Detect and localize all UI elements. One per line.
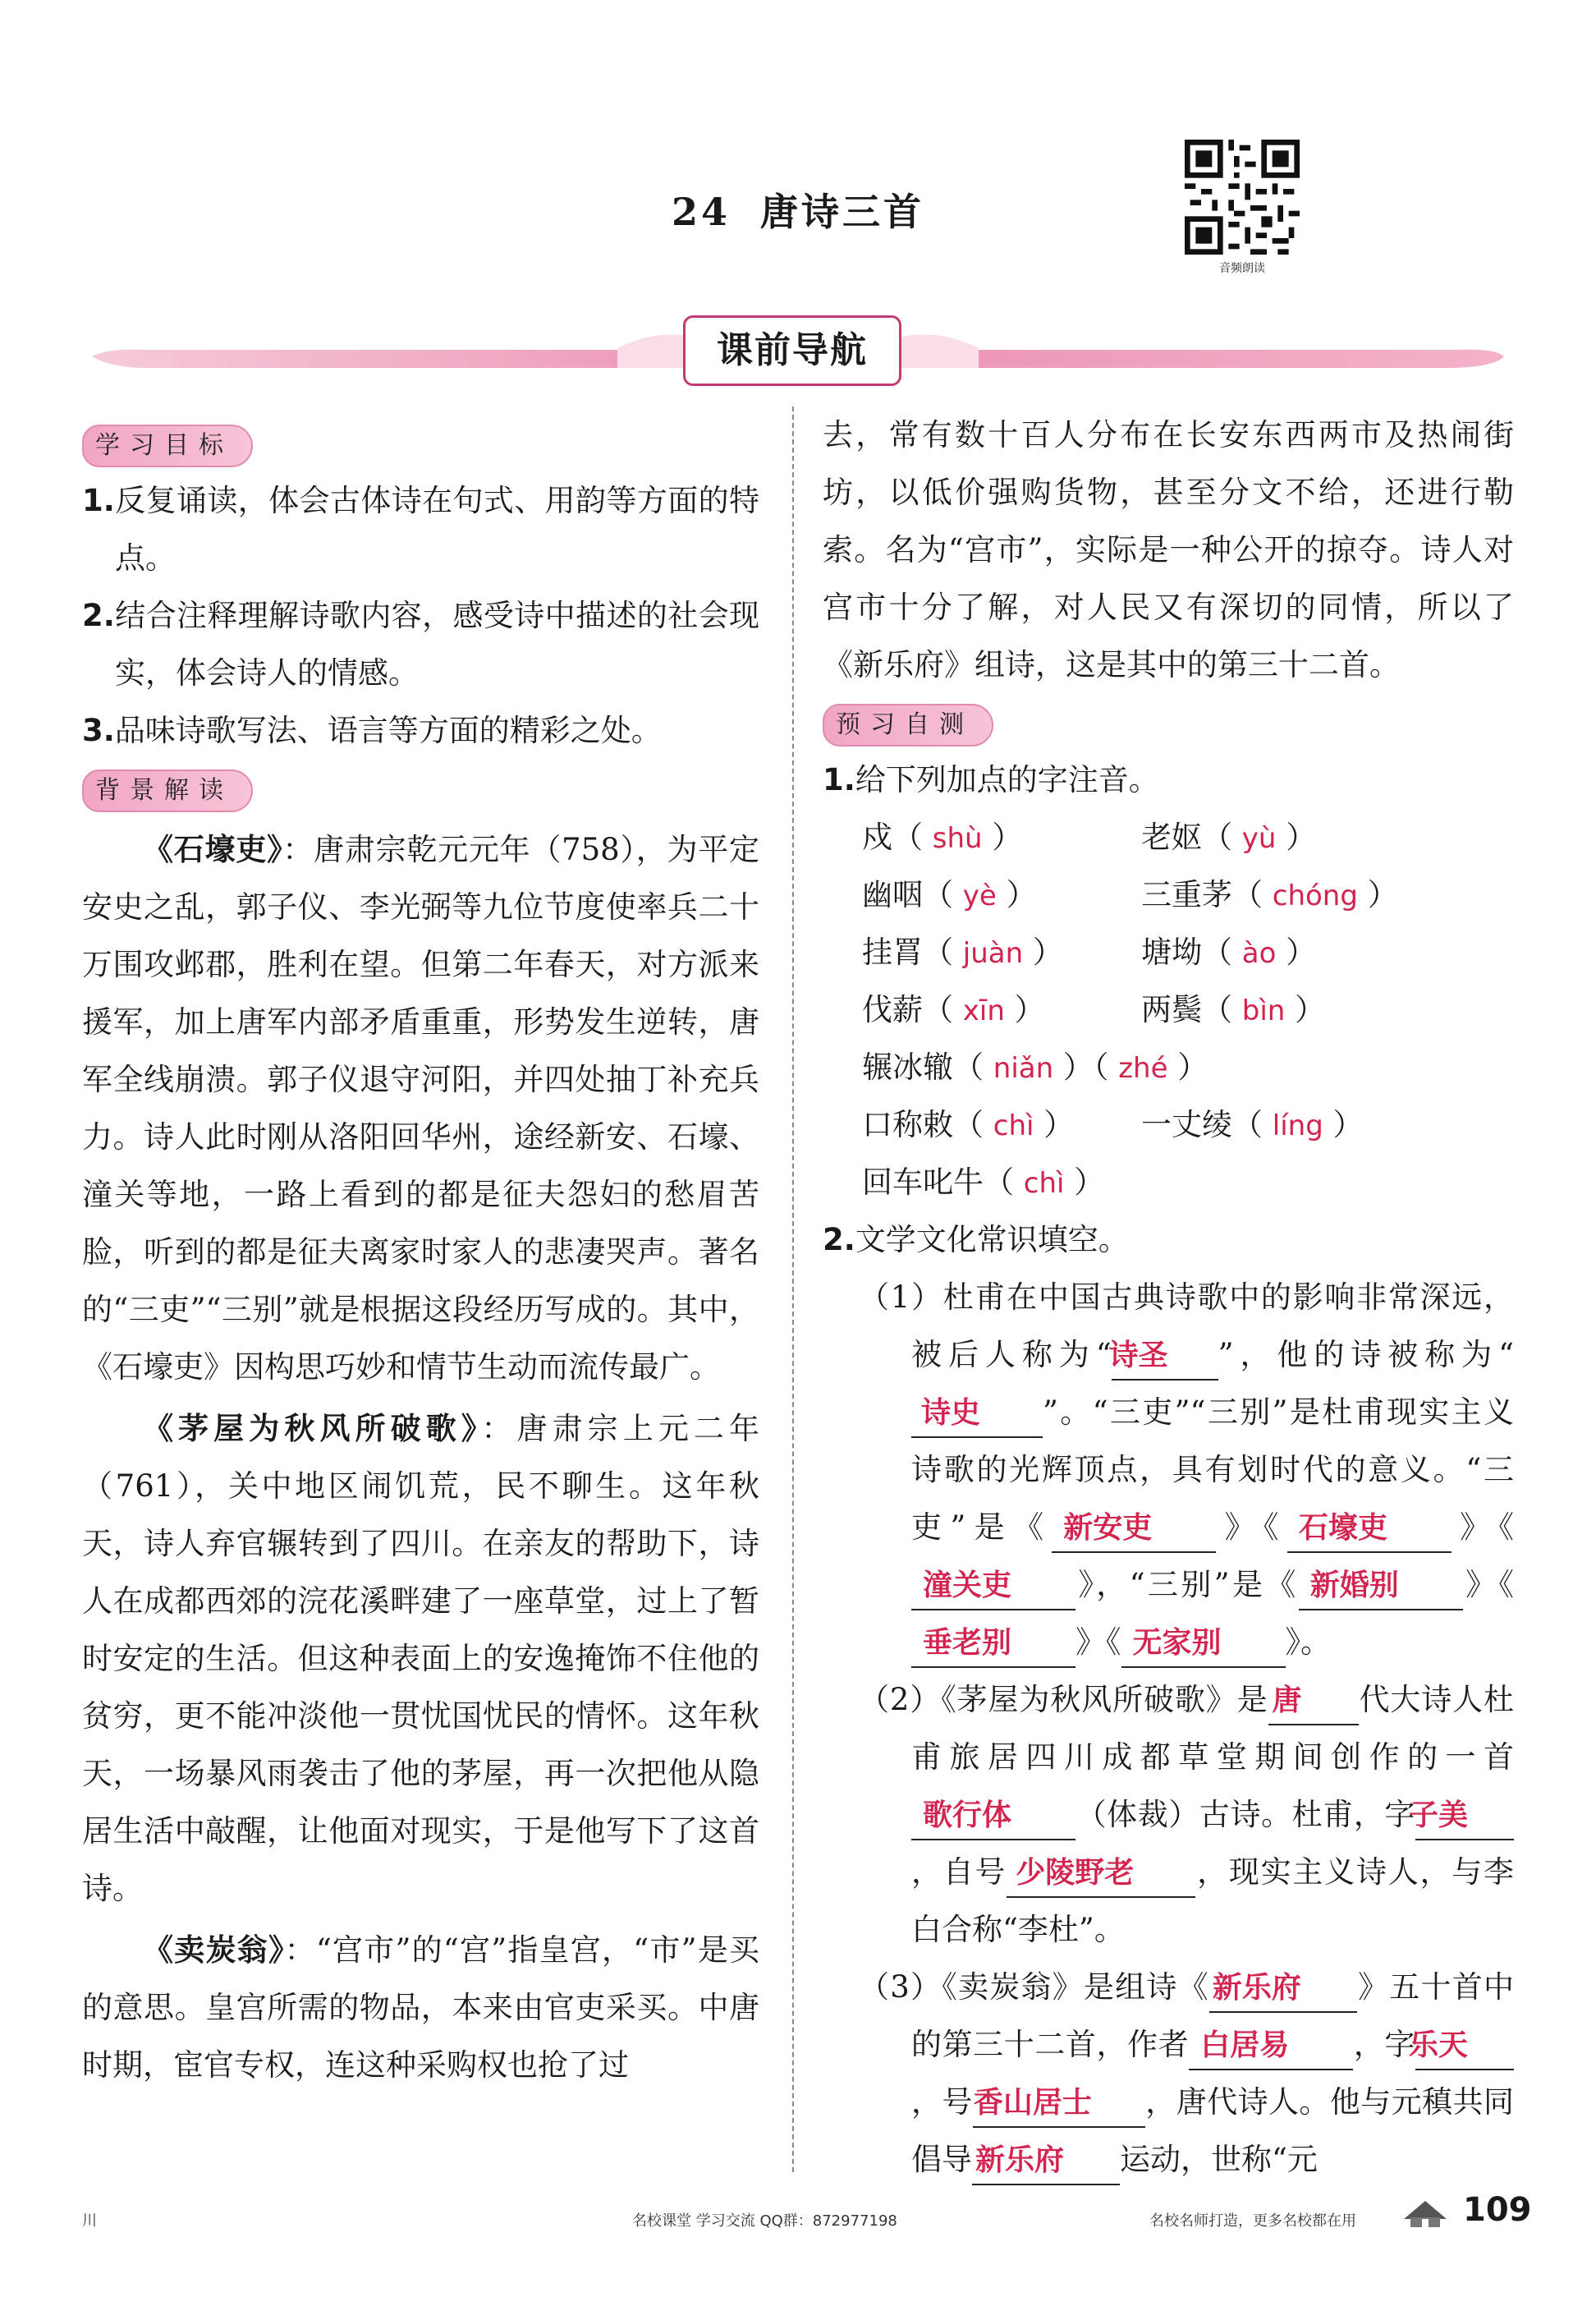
answer-blank[interactable]: 子美 [1415, 1793, 1514, 1840]
answer-blank[interactable]: 白居易 [1189, 2023, 1353, 2070]
pinyin-row [823, 981, 1514, 1039]
pinyin-item: 戍（ shù ） [862, 820, 1023, 855]
column-divider [792, 407, 794, 2172]
pinyin-item: 伐薪（ xīn ） [862, 992, 1045, 1027]
pinyin-item: 塘坳（ ào ） [1141, 935, 1317, 970]
question-2: 2.文学文化常识填空。 [823, 1222, 1129, 1257]
footer-qq-group: 名校课堂 学习交流 QQ群：872977198 [632, 2212, 897, 2230]
goal-item: 1.反复诵读，体会古体诗在句式、用韵等方面的特点。 [82, 483, 759, 576]
poem-title: 《卖炭翁》 [143, 1932, 285, 1968]
answer-blank[interactable]: 歌行体 [911, 1793, 1075, 1840]
pinyin-row [823, 1096, 1514, 1154]
pinyin-answer: zhé [1118, 1052, 1168, 1085]
pinyin-item: 两鬓（ bìn ） [1141, 992, 1326, 1027]
pinyin-item: 一丈绫（ líng ） [1141, 1107, 1364, 1142]
pinyin-item: 回车叱牛（ chì ） [862, 1165, 1105, 1200]
background-paragraph: 《石壕吏》：唐肃宗乾元元年（758），为平定安史之乱，郭子仪、李光弼等九位节度使率兵二十万围攻邺郡，胜利在望。但第二年春天，对方派来援军，加上唐军内部矛盾重重，形势发生逆转，唐军全线崩溃。郭子仪退守河阳，并四处抽丁补充兵力。诗人此时刚从洛阳回华州，途经新安、石壕、潼关等地，一路上看到的都是征夫怨妇的愁眉苦脸，听到的都是征夫离家时家人的悲凄哭声。著名的“三吏”“三别”就是根据这段经历写成的。其中，《石壕吏》因构思巧妙和情节生动而流传最广。 [82, 831, 760, 1385]
answer-blank[interactable]: 少陵野老 [1007, 1850, 1195, 1898]
background-paragraph: 《卖炭翁》：“宫市”的“宫”指皇宫，“市”是买的意思。皇宫所需的物品，本来由官吏采买。中唐时期，宦官专权，连这种采购权也抢了过 [82, 1932, 759, 2083]
left-column [82, 415, 759, 2094]
pinyin-item: 三重茅（ chóng ） [1141, 877, 1398, 912]
poem-title: 《茅屋为秋风所破歌》 [143, 1410, 482, 1446]
page-number: 109 [1463, 2191, 1532, 2229]
answer-blank[interactable]: 香山居士 [973, 2080, 1145, 2128]
pinyin-row [823, 924, 1514, 981]
lesson-number: 24 [671, 190, 731, 234]
pinyin-answer: chóng [1272, 880, 1358, 912]
answer-blank[interactable]: 诗圣 [1112, 1333, 1218, 1381]
lesson-name: 唐诗三首 [760, 190, 924, 234]
pinyin-row [823, 1154, 1514, 1211]
footer-slogan: 名校名师打造，更多名校都在用 [1149, 2212, 1356, 2230]
pinyin-answer: chì [993, 1109, 1034, 1142]
right-column [823, 407, 1514, 2189]
answer-blank[interactable]: 新乐府 [1209, 1965, 1357, 2013]
pinyin-answer: shù [932, 822, 983, 855]
pinyin-item: 口称敕（ chì ） [862, 1107, 1075, 1142]
pinyin-answer: niǎn [993, 1052, 1054, 1085]
pinyin-answer: yù [1241, 822, 1277, 855]
background-paragraph: 《茅屋为秋风所破歌》：唐肃宗上元二年（761），关中地区闹饥荒，民不聊生。这年秋天，诗人弃官辗转到了四川。在亲友的帮助下，诗人在成都西郊的浣花溪畔建了一座草堂，过上了暂时安定的生活。但这种表面上的安逸掩饰不住他的贫穷，更不能冲淡他一贯忧国忧民的情怀。这年秋天，一场暴风雨袭击了他的茅屋，再一次把他从隐居生活中敲醒，让他面对现实，于是他写下了这首诗。 [82, 1410, 760, 1906]
answer-blank[interactable]: 潼关吏 [911, 1563, 1075, 1610]
answer-blank[interactable]: 无家别 [1121, 1620, 1286, 1668]
pinyin-answer: yè [962, 880, 997, 912]
answer-blank[interactable]: 新安吏 [1052, 1505, 1216, 1553]
publisher-logo-icon [1401, 2194, 1450, 2230]
pinyin-answer: líng [1272, 1109, 1323, 1142]
answer-blank[interactable]: 乐天 [1415, 2023, 1514, 2070]
answer-blank[interactable]: 石壕吏 [1287, 1505, 1452, 1553]
answer-blank[interactable]: 新乐府 [972, 2138, 1120, 2185]
answer-blank[interactable]: 垂老别 [911, 1620, 1075, 1668]
pinyin-answer: xīn [962, 995, 1005, 1027]
goal-item: 2.结合注释理解诗歌内容，感受诗中描述的社会现实，体会诗人的情感。 [82, 598, 759, 691]
pinyin-row [823, 1039, 1514, 1096]
pinyin-item: 挂罥（ juàn ） [862, 935, 1063, 970]
answer-blank[interactable]: 唐 [1268, 1678, 1359, 1725]
pinyin-item: 辗冰辙（ niǎn ）（ zhé ） [862, 1050, 1208, 1085]
sub-question-2: （2）《茅屋为秋风所破歌》是 唐 代大诗人杜甫旅居四川成都草堂期间创作的一首歌行体 （体裁）古诗。杜甫，字子美，自号 少陵野老 ，现实主义诗人，与李白合称“李杜”。 [823, 1671, 1514, 1959]
pinyin-answer: chì [1023, 1167, 1065, 1200]
section-tag-goals: 学习目标 [82, 425, 253, 467]
lesson-title [0, 182, 1596, 237]
qr-caption: 音频朗读 [1219, 262, 1265, 275]
pinyin-row [823, 866, 1514, 924]
qr-code-icon[interactable] [1185, 140, 1300, 255]
answer-blank[interactable]: 诗史 [911, 1390, 1043, 1438]
pinyin-row [823, 809, 1514, 866]
goal-item: 3.品味诗歌写法、语言等方面的精彩之处。 [82, 713, 662, 748]
answer-blank[interactable]: 新婚别 [1299, 1563, 1463, 1610]
sub-question-1: （1）杜甫在中国古典诗歌中的影响非常深远，被后人称为“诗圣 ”，他的诗被称为“诗史 ”。“三吏”“三别”是杜甫现实主义诗歌的光辉顶点，具有划时代的意义。“三吏”是《 新安吏 》《 石壕吏 》《潼关吏 》，“三别”是《 新婚别 》《垂老别 》《 无家别 》。 [823, 1269, 1514, 1671]
section-tag-background: 背景解读 [82, 770, 253, 812]
background-continuation: 去，常有数十百人分布在长安东西两市及热闹街坊，以低价强购货物，甚至分文不给，还进行勒索。名为“宫市”，实际是一种公开的掠夺。诗人对宫市十分了解，对人民又有深切的同情，所以了《新乐府》组诗，这是其中的第三十二首。 [823, 417, 1514, 682]
sub-question-3: （3）《卖炭翁》是组诗《 新乐府 》五十首中的第三十二首，作者 白居易 ，字乐天，号香山居士 ，唐代诗人。他与元稹共同倡导 新乐府 运动，世称“元 [823, 1959, 1514, 2189]
pinyin-item: 老妪（ yù ） [1141, 820, 1317, 855]
banner-title: 课前导航 [683, 315, 901, 386]
pinyin-answer: bìn [1241, 995, 1286, 1027]
pinyin-answer: ào [1241, 937, 1277, 970]
pinyin-item: 幽咽（ yè ） [862, 877, 1037, 912]
footer-region: 川 [82, 2212, 97, 2230]
question-1: 1.给下列加点的字注音。 [823, 762, 1159, 797]
section-tag-preview: 预习自测 [823, 704, 993, 747]
pinyin-answer: juàn [962, 937, 1024, 970]
poem-title: 《石壕吏》 [143, 831, 283, 867]
